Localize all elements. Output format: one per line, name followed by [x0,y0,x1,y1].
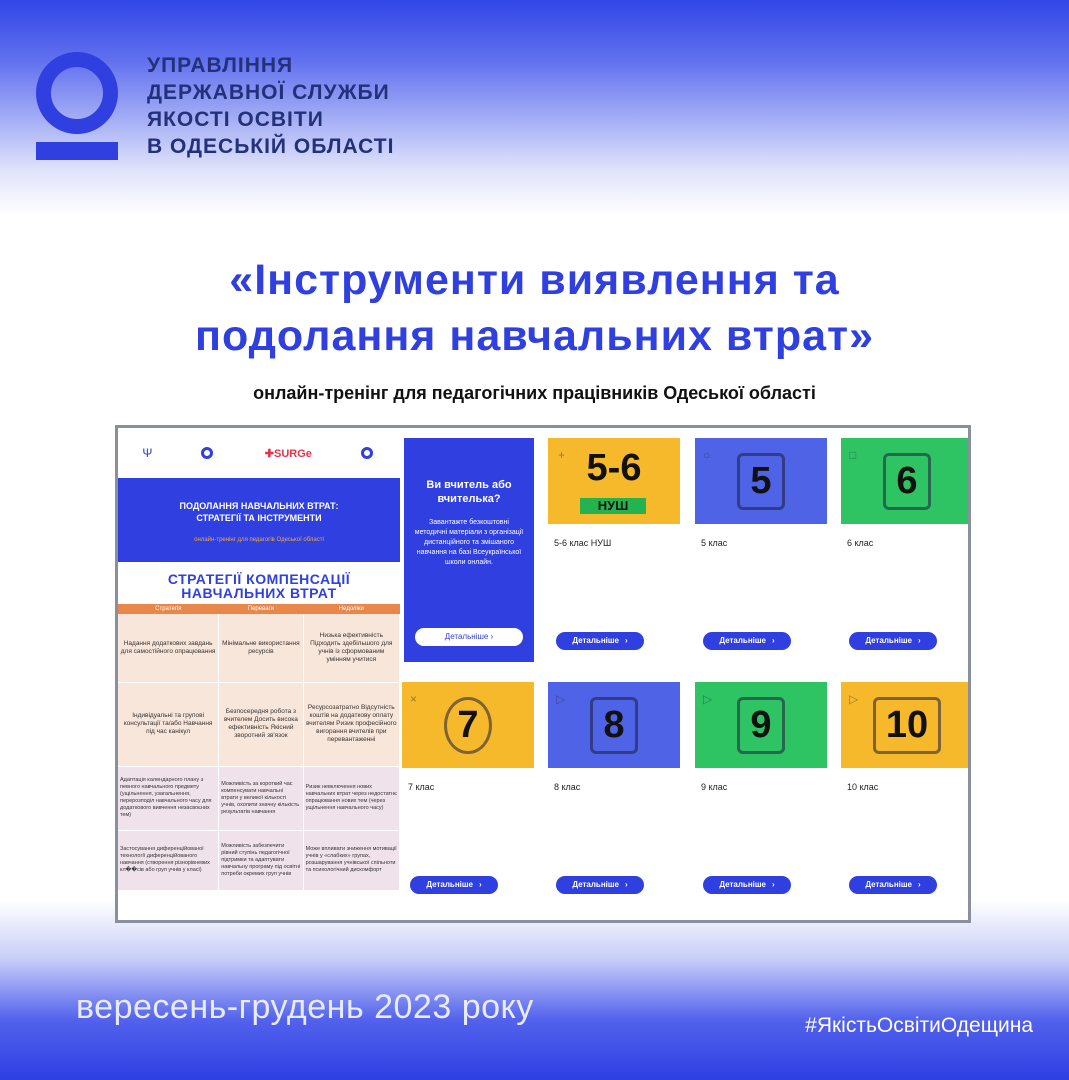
card-label: 10 клас [847,782,879,792]
table-row [118,766,400,830]
grade-card-9[interactable]: ▷ 9 9 клас Детальніше › [695,682,827,916]
banner-title-line: ПОДОЛАННЯ НАВЧАЛЬНИХ ВТРАТ: [179,501,339,511]
column-header: Стратегія [118,604,219,614]
card-label: 5-6 клас НУШ [554,538,612,548]
details-button[interactable]: Детальніше › [849,876,937,894]
promo-title: Ви вчитель або вчителька? [426,479,512,505]
details-button[interactable]: Детальніше › [849,632,937,650]
card-label: 7 клас [408,782,435,792]
grade-number: 7 [402,682,534,768]
screenshot-frame [115,425,971,923]
details-button[interactable]: Детальніше › [556,876,644,894]
grade-card-6[interactable]: □ 6 6 клас Детальніше › [841,438,971,672]
logo-o-icon [201,447,216,459]
document-header [118,428,400,478]
strategy-table [118,604,400,891]
table-row [118,682,400,766]
page-title [0,252,1069,364]
grade-number: 10 [841,682,971,768]
column-header: Недоліки [303,604,399,614]
grade-number: 5-6 [586,446,642,489]
grade-number: 5 [695,438,827,524]
chevron-right-icon: › [918,636,921,645]
nush-badge: НУШ [580,498,646,514]
table-cell: Надання додаткових завдань для самостійного опрацювання [118,614,219,682]
table-cell: Може впливати зниження мотивації учнів у «слабких» групах, розшарування учнівської спільноти та психологічний дискомфорт [303,830,399,890]
heading-line: СТРАТЕГІЇ КОМПЕНСАЦІЇ [167,571,351,587]
table-header-row [118,604,400,614]
grade-number: 8 [548,682,680,768]
table-cell: Індивідуальні та групові консультації та/або Навчання під час канікул [118,682,219,766]
chevron-right-icon: › [625,636,628,645]
org-line: ЯКОСТІ ОСВІТИ [147,108,324,131]
event-dates: вересень-грудень 2023 року [76,988,534,1026]
card-label: 6 клас [847,538,874,548]
table-row [118,830,400,890]
button-label: Детальніше [444,632,489,641]
chevron-right-icon: › [772,636,775,645]
grade-card-5[interactable]: ○ 5 5 клас Детальніше › [695,438,827,672]
table-cell: Застосування диференційованої технології диференційованого навчання (створення різнорівневих кл��сів або груп учнів у класі) [118,830,219,890]
document-heading [118,572,400,600]
org-line: В ОДЕСЬКІЙ ОБЛАСТІ [147,135,395,158]
logo-o-icon [36,52,118,134]
table-cell: Можливість за короткий час компенсувати навчальні втрати у великої кількості учнів, охопити значну кількість результатів навчання [219,766,303,830]
org-line: УПРАВЛІННЯ [147,54,294,77]
grade-card-8[interactable]: ▷ 8 8 клас Детальніше › [548,682,680,916]
table-cell: Безпосередня робота з вчителем Досить висока ефективність Якісний зворотний зв'язок [219,682,303,766]
card-label: 8 клас [554,782,581,792]
grade-card-5-6[interactable]: + 5-6 НУШ 5-6 клас НУШ Детальніше › [548,438,680,672]
org-line: ДЕРЖАВНОЇ СЛУЖБИ [147,81,390,104]
chevron-right-icon: › [625,880,628,889]
card-label: 5 клас [701,538,728,548]
grade-card-10[interactable]: ▷ 10 10 клас Детальніше › [841,682,971,916]
chevron-right-icon: › [479,880,482,889]
table-cell: Низька ефективність Підходить здебільшого для учнів із сформованим умінням учитися [303,614,399,682]
table-cell: Ризик невключення нових навчальних втрат через недостатнє опрацювання нових тем (через ущільнення навчального часу) [303,766,399,830]
table-cell: Адаптація календарного плану з певного навчального предмету (ущільнення, узагальнення, перерозподіл навчального часу для додаткового вивчення незасвоєних тем) [118,766,219,830]
surge-logo: ✚SURGe [264,447,312,460]
strategy-document [118,428,400,920]
logo-bar [36,142,118,160]
grade-number: 6 [841,438,971,524]
logo-o-icon [361,447,376,459]
promo-card [404,438,534,662]
banner-subtitle: онлайн-тренінг для педагогів Одеської області [194,537,324,543]
banner-title-line: СТРАТЕГІЇ ТА ІНСТРУМЕНТИ [196,513,322,523]
table-cell: Мінімальне використання ресурсів [219,614,303,682]
title-line-1: «Інструменти виявлення та [229,256,840,304]
title-line-2: подолання навчальних втрат» [194,312,875,360]
table-row [118,614,400,682]
coat-of-arms-icon: Ψ [142,446,153,460]
table-cell: Можливість забезпечити рівний ступінь педагогічної підтримки та адаптувати навчальну програму під освітні потреби окремих груп учнів [219,830,303,890]
heading-line: НАВЧАЛЬНИХ ВТРАТ [181,585,337,601]
chevron-right-icon: › [918,880,921,889]
promo-details-button[interactable] [415,628,523,646]
document-banner [118,478,400,562]
org-name [147,52,394,160]
details-button[interactable]: Детальніше › [703,632,791,650]
details-button[interactable]: Детальніше › [556,632,644,650]
column-header: Переваги [219,604,303,614]
chevron-right-icon: › [772,880,775,889]
page-subtitle: онлайн-тренінг для педагогічних працівників Одеської області [253,383,816,403]
hashtag: #ЯкістьОсвітиОдещина [805,1014,1033,1037]
grade-card-7[interactable]: × 7 7 клас Детальніше › [402,682,534,916]
table-cell: Ресурсозатратно Відсутність коштів на додаткову оплату вчителям Ризик професійного вигорання вчителів при перевантаженні [303,682,399,766]
chevron-right-icon: › [490,632,494,641]
card-label: 9 клас [701,782,728,792]
details-button[interactable]: Детальніше › [410,876,498,894]
details-button[interactable]: Детальніше › [703,876,791,894]
grade-number: 9 [695,682,827,768]
promo-text: Завантажте безкоштовні методичні матеріали з організації дистанційного та змішаного навчання на базі Всеукраїнської школи онлайн. [414,519,524,566]
